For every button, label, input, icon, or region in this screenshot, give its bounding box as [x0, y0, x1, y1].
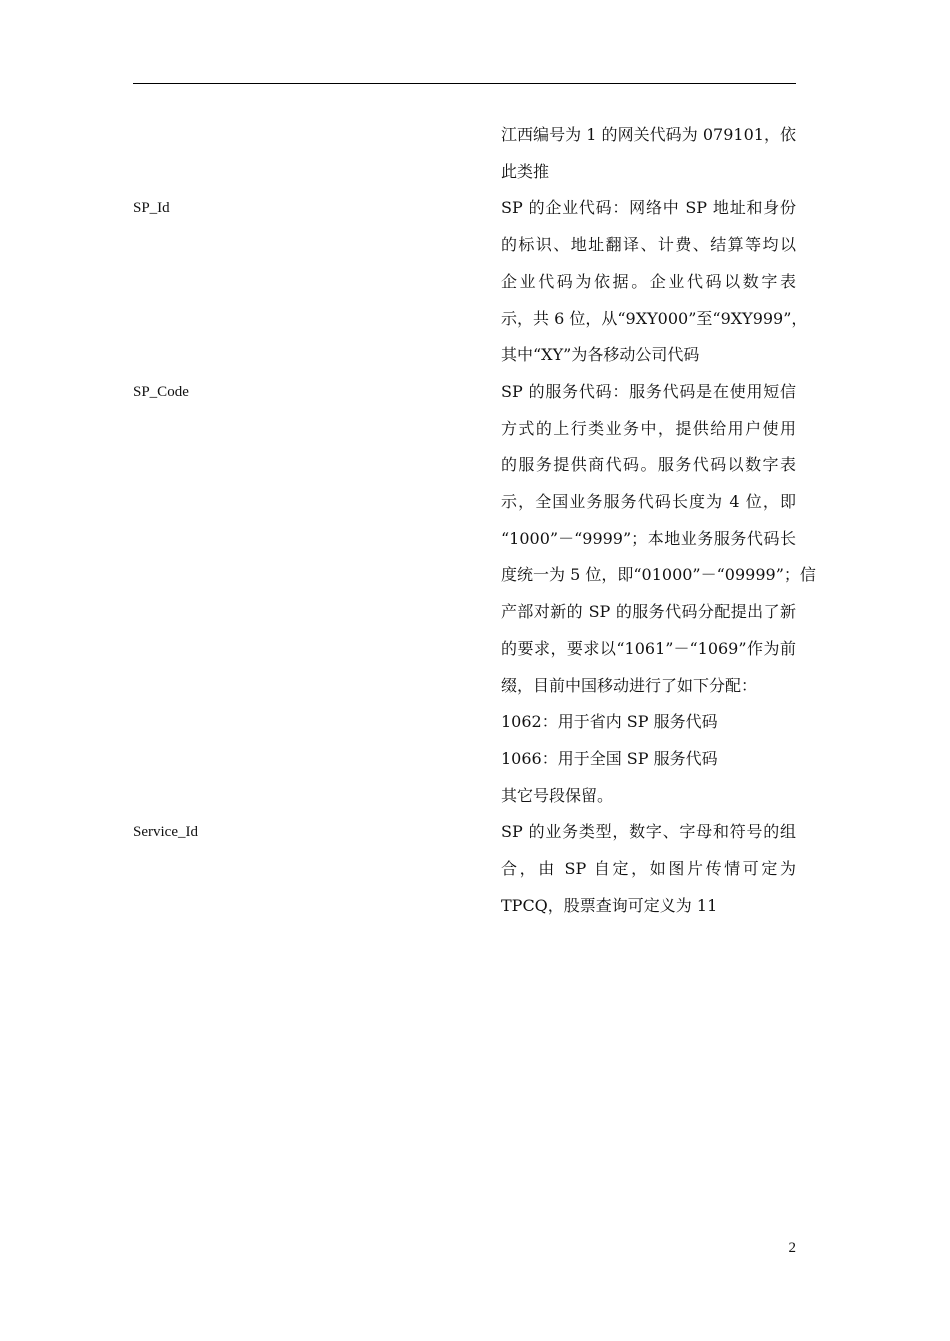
- page-number: 2: [788, 1240, 796, 1256]
- description-line: 度统一为 5 位，即“01000”－“09999”；信: [501, 565, 816, 585]
- description-line: 1066：用于全国 SP 服务代码: [501, 748, 718, 768]
- field-name: SP_Code: [133, 383, 189, 400]
- description-line: SP 的业务类型，数字、字母和符号的组: [501, 822, 796, 842]
- description-line: 其它号段保留。: [501, 785, 614, 805]
- field-name: Service_Id: [133, 824, 198, 841]
- description-line: 方式的上行类业务中，提供给用户使用: [501, 418, 796, 438]
- header-rule: [133, 83, 796, 84]
- description-line: 示，全国业务服务代码长度为 4 位，即: [501, 492, 796, 512]
- field-table: [133, 117, 816, 924]
- description-line: 缀，目前中国移动进行了如下分配：: [501, 675, 758, 695]
- field-row-sp-id: [133, 190, 808, 374]
- description-line: 企业代码为依据。企业代码以数字表: [501, 271, 796, 291]
- description-line: TPCQ，股票查询可定义为 11: [501, 895, 718, 915]
- field-description: [501, 814, 796, 924]
- description-line: 的标识、地址翻译、计费、结算等均以: [501, 235, 796, 255]
- field-name: SP_Id: [133, 200, 170, 217]
- field-description: [501, 374, 816, 814]
- description-line: 江西编号为 1 的网关代码为 079101，依: [501, 125, 796, 144]
- description-line: 的服务提供商代码。服务代码以数字表: [501, 455, 796, 475]
- description-line: 合，由 SP 自定，如图片传情可定为: [501, 859, 796, 879]
- description-line: SP 的企业代码：网络中 SP 地址和身份: [501, 198, 796, 218]
- field-row-continued: [133, 117, 796, 190]
- description-line: 此类推: [501, 161, 550, 181]
- description-line: 产部对新的 SP 的服务代码分配提出了新: [501, 602, 796, 622]
- field-row-sp-code: [133, 374, 816, 814]
- description-line: SP 的服务代码：服务代码是在使用短信: [501, 381, 796, 401]
- description-line: 1062：用于省内 SP 服务代码: [501, 712, 718, 732]
- description-line: 示，共 6 位，从“9XY000”至“9XY999”，: [501, 308, 808, 328]
- field-row-service-id: [133, 814, 796, 924]
- description-line: 的要求，要求以“1061”－“1069”作为前: [501, 638, 796, 658]
- description-line: “1000”－“9999”；本地业务服务代码长: [501, 528, 796, 548]
- field-description: [501, 190, 808, 374]
- field-description: [501, 117, 796, 190]
- description-line: 其中“XY”为各移动公司代码: [501, 345, 700, 365]
